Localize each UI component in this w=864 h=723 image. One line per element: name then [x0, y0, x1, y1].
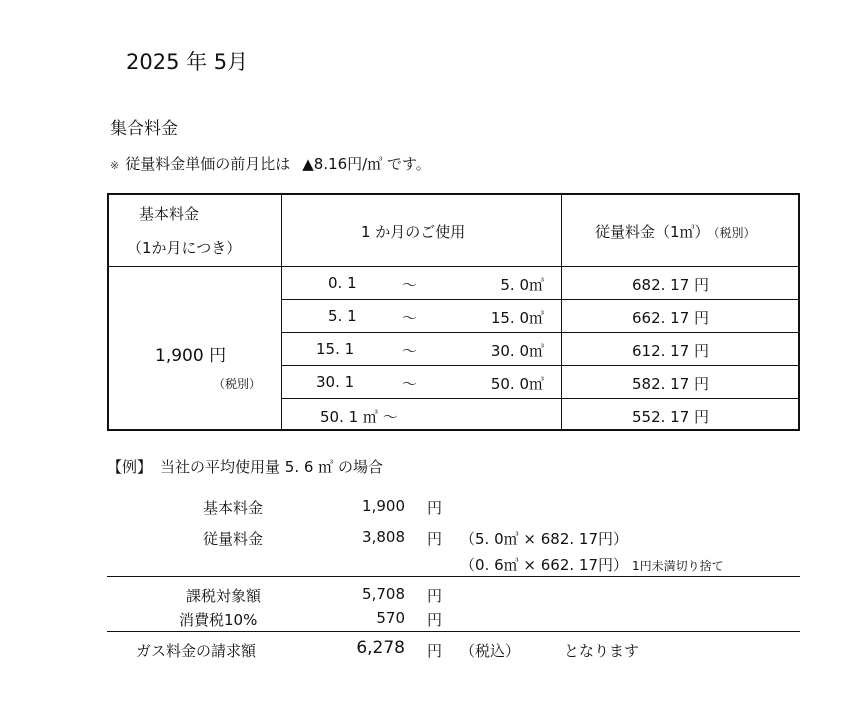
example-taxable-label: 課税対象額 — [186, 587, 262, 605]
example-tax-yen: 円 — [427, 611, 443, 629]
row3-to: 30. 0㎥ — [490, 342, 544, 360]
example-total-tax-note: （税込） — [460, 642, 521, 660]
note-text: 従量料金単価の前月比は — [125, 155, 291, 173]
example-heading: 【例】 当社の平均使用量 5. 6 ㎥ の場合 — [107, 458, 383, 476]
basic-fee-value: 1,900 円 — [155, 346, 227, 366]
rate-table — [107, 193, 800, 431]
example-basic-value: 1,900 — [362, 497, 405, 515]
page-title: 2025 年 5月 — [126, 50, 249, 74]
example-usage-value: 3,808 — [362, 528, 405, 546]
row2-price: 662. 17 円 — [632, 309, 710, 327]
unit-price-header: 従量料金（1㎥） （税別） — [595, 223, 756, 241]
row4-from: 30. 1 — [316, 373, 355, 391]
example-total-value: 6,278 — [356, 638, 405, 658]
example-basic-label: 基本料金 — [203, 499, 264, 517]
example-total-label: ガス料金の請求額 — [136, 642, 257, 660]
example-usage-detail2: （0. 6㎥ × 662. 17円） 1円未満切り捨て — [460, 556, 724, 574]
basic-fee-header-sub: （1か月につき） — [127, 239, 242, 257]
note-mark: ※ — [110, 159, 120, 172]
example-usage-yen: 円 — [427, 530, 443, 548]
example-usage-label: 従量料金 — [203, 530, 264, 548]
row4-to: 50. 0㎥ — [490, 375, 544, 393]
row3-sep: ～ — [402, 342, 418, 360]
divider-2 — [107, 631, 800, 632]
row1-sep: ～ — [402, 276, 418, 294]
price-change-note — [110, 153, 431, 174]
row1-from: 0. 1 — [328, 274, 357, 292]
example-taxable-yen: 円 — [427, 587, 443, 605]
row4-price: 582. 17 円 — [632, 375, 710, 393]
example-basic-yen: 円 — [427, 499, 443, 517]
row2-sep: ～ — [402, 309, 418, 327]
row2-to: 15. 0㎥ — [490, 309, 544, 327]
example-taxable-value: 5,708 — [362, 585, 405, 603]
row4-sep: ～ — [402, 375, 418, 393]
row2-from: 5. 1 — [328, 307, 357, 325]
row5-from: 50. 1 ㎥ ～ — [320, 408, 398, 426]
row1-price: 682. 17 円 — [632, 276, 710, 294]
row3-price: 612. 17 円 — [632, 342, 710, 360]
example-usage-detail1: （5. 0㎥ × 682. 17円） — [460, 530, 628, 548]
row3-from: 15. 1 — [316, 340, 355, 358]
row1-to: 5. 0㎥ — [500, 276, 544, 294]
example-tax-label: 消費税10% — [179, 611, 258, 629]
section-title: 集合料金 — [110, 119, 178, 139]
basic-fee-header: 基本料金 — [139, 205, 200, 223]
basic-fee-tax-note: （税別） — [213, 377, 262, 391]
divider-1 — [107, 576, 800, 577]
note-value: ▲8.16円/㎥ です。 — [302, 155, 431, 173]
example-total-suffix: となります — [564, 642, 640, 660]
example-total-yen: 円 — [427, 642, 443, 660]
usage-header: 1 か月のご使用 — [361, 223, 466, 241]
example-tax-value: 570 — [376, 609, 405, 627]
row5-price: 552. 17 円 — [632, 408, 710, 426]
